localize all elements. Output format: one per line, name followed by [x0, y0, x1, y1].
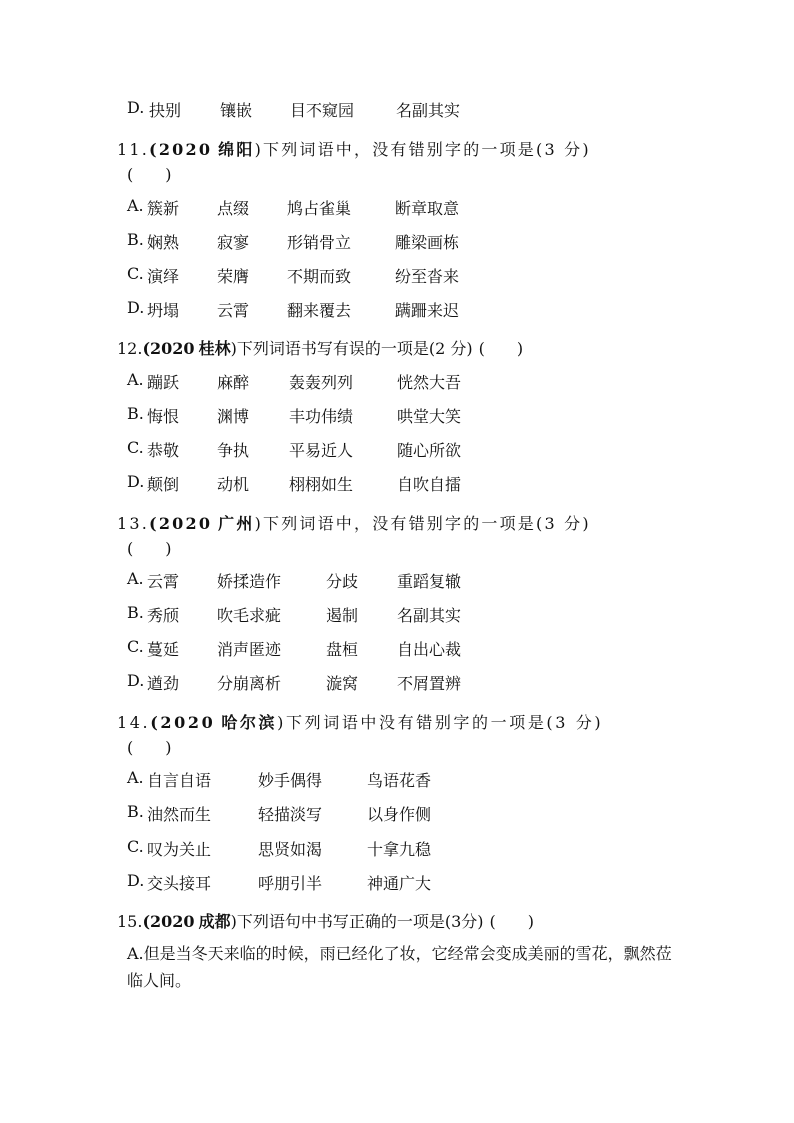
option-word: 栩栩如生 — [289, 475, 354, 494]
option-word: 云霄 — [217, 301, 250, 320]
option-word: 点缀 — [217, 199, 250, 218]
question-number: 15. — [117, 912, 143, 931]
option-word: 十拿九稳 — [367, 840, 432, 859]
option-word: 翻来覆去 — [287, 301, 352, 320]
option-word: 名副其实 — [396, 101, 461, 120]
option-word: 妙手偶得 — [258, 771, 323, 790]
option-word: 哄堂大笑 — [397, 407, 462, 426]
option-word: 自言自语 — [147, 771, 212, 790]
option-letter: A. — [127, 569, 144, 588]
option-word: 盘桓 — [326, 640, 359, 659]
option-word: 娴熟 — [147, 233, 180, 252]
question-14-stem — [117, 710, 603, 733]
option-letter: C. — [127, 837, 144, 856]
option-letter: B. — [127, 802, 144, 821]
question-14-answer-blank: ( ) — [127, 738, 172, 757]
option-word: 恭敬 — [147, 441, 180, 460]
question-stem-text: )下列词语中，没有错别字的一项是(3 分) — [254, 514, 591, 533]
option-word: 遏制 — [326, 606, 359, 625]
option-word: 轰轰列列 — [289, 373, 354, 392]
option-letter: D. — [127, 871, 145, 890]
question-11-stem — [117, 137, 591, 160]
option-letter: D. — [127, 98, 145, 117]
question-13-answer-blank: ( ) — [127, 539, 172, 558]
question-stem-text: )下列词语中，没有错别字的一项是(3 分) — [254, 140, 591, 159]
option-letter: C. — [127, 264, 144, 283]
option-word: 吹毛求疵 — [217, 606, 282, 625]
option-word: 颠倒 — [147, 475, 180, 494]
option-word: 不期而致 — [287, 267, 352, 286]
question-stem-text: )下列语句中书写正确的一项是(3分) — [230, 912, 484, 931]
option-letter: D. — [127, 671, 145, 690]
option-word: 名副其实 — [397, 606, 462, 625]
question-source-place: 哈尔滨 — [221, 713, 278, 732]
option-letter: C. — [127, 438, 144, 457]
option-letter: A. — [127, 768, 144, 787]
option-word: 形销骨立 — [287, 233, 352, 252]
q15-option-a-paragraph: A.但是当冬天来临的时候，雨已经化了妆，它经常会变成美丽的雪花，飘然莅临人间。 — [127, 944, 672, 990]
option-word: 抉别 — [149, 101, 182, 120]
question-source-place: 绵阳 — [218, 140, 255, 159]
option-word: 云霄 — [147, 572, 180, 591]
option-letter: A. — [127, 196, 144, 215]
option-word: 目不窥园 — [290, 101, 355, 120]
question-15-stem — [117, 909, 534, 932]
option-word: 分崩离析 — [217, 674, 282, 693]
option-word: 纷至沓来 — [395, 267, 460, 286]
option-letter: C. — [127, 637, 144, 656]
question-source-place: 桂林 — [198, 339, 231, 358]
option-word: 自出心裁 — [397, 640, 462, 659]
option-word: 渊博 — [217, 407, 250, 426]
option-word: 镶嵌 — [220, 101, 253, 120]
option-word: 不屑置辨 — [397, 674, 462, 693]
option-word: 消声匿迹 — [217, 640, 282, 659]
option-word: 娇揉造作 — [217, 572, 282, 591]
option-word: 叹为关止 — [147, 840, 212, 859]
option-letter: B. — [127, 603, 144, 622]
option-word: 蹒跚来迟 — [395, 301, 460, 320]
option-word: 蔓延 — [147, 640, 180, 659]
question-source-year: (2020 — [149, 514, 213, 533]
question-number: 14. — [117, 713, 151, 732]
option-word: 雕梁画栋 — [395, 233, 460, 252]
option-word: 秀颀 — [147, 606, 180, 625]
option-word: 簇新 — [147, 199, 180, 218]
question-source-year: (2020 — [142, 912, 195, 931]
option-word: 争执 — [217, 441, 250, 460]
option-word: 丰功伟绩 — [289, 407, 354, 426]
option-letter: D. — [127, 472, 145, 491]
option-word: 重蹈复辙 — [397, 572, 462, 591]
option-letter: A. — [127, 370, 144, 389]
question-source-year: (2020 — [149, 140, 213, 159]
option-letter: B. — [127, 404, 144, 423]
question-source-year: (2020 — [142, 339, 195, 358]
question-12-answer-blank: ( ) — [478, 339, 524, 358]
option-word: 遒劲 — [147, 674, 180, 693]
option-word: 蹦跃 — [147, 373, 180, 392]
option-word: 鸠占雀巢 — [287, 199, 352, 218]
option-word: 神通广大 — [367, 874, 432, 893]
option-word: 漩窝 — [326, 674, 359, 693]
option-word: 悔恨 — [147, 407, 180, 426]
option-word: 鸟语花香 — [367, 771, 432, 790]
question-number: 13. — [117, 514, 150, 533]
option-word: 麻醉 — [217, 373, 250, 392]
option-word: 油然而生 — [147, 805, 212, 824]
question-number: 11. — [117, 140, 150, 159]
option-word: 思贤如渴 — [258, 840, 323, 859]
option-word: 随心所欲 — [397, 441, 462, 460]
option-word: 荣膺 — [217, 267, 250, 286]
question-source-place: 广州 — [218, 514, 255, 533]
question-stem-text: )下列词语中没有错别字的一项是(3 分) — [277, 713, 604, 732]
option-word: 断章取意 — [395, 199, 460, 218]
option-word: 坍塌 — [147, 301, 180, 320]
option-word: 分歧 — [326, 572, 359, 591]
question-12-stem — [117, 336, 523, 359]
question-source-year: (2020 — [150, 713, 216, 732]
option-word: 演绎 — [147, 267, 180, 286]
option-letter: B. — [127, 230, 144, 249]
option-word: 恍然大吾 — [397, 373, 462, 392]
question-11-answer-blank: ( ) — [127, 165, 172, 184]
option-word: 寂寥 — [217, 233, 250, 252]
option-word: 动机 — [217, 475, 250, 494]
question-number: 12. — [117, 339, 143, 358]
option-word: 平易近人 — [289, 441, 354, 460]
question-stem-text: )下列词语书写有误的一项是(2 分) — [230, 339, 473, 358]
option-letter: D. — [127, 298, 145, 317]
option-word: 呼朋引半 — [258, 874, 323, 893]
option-word: 交头接耳 — [147, 874, 212, 893]
question-15-answer-blank: ( ) — [489, 912, 534, 931]
question-source-place: 成都 — [198, 912, 231, 931]
question-13-stem — [117, 511, 591, 534]
option-word: 自吹自擂 — [397, 475, 462, 494]
option-word: 以身作侧 — [367, 805, 432, 824]
option-word: 轻描淡写 — [258, 805, 323, 824]
